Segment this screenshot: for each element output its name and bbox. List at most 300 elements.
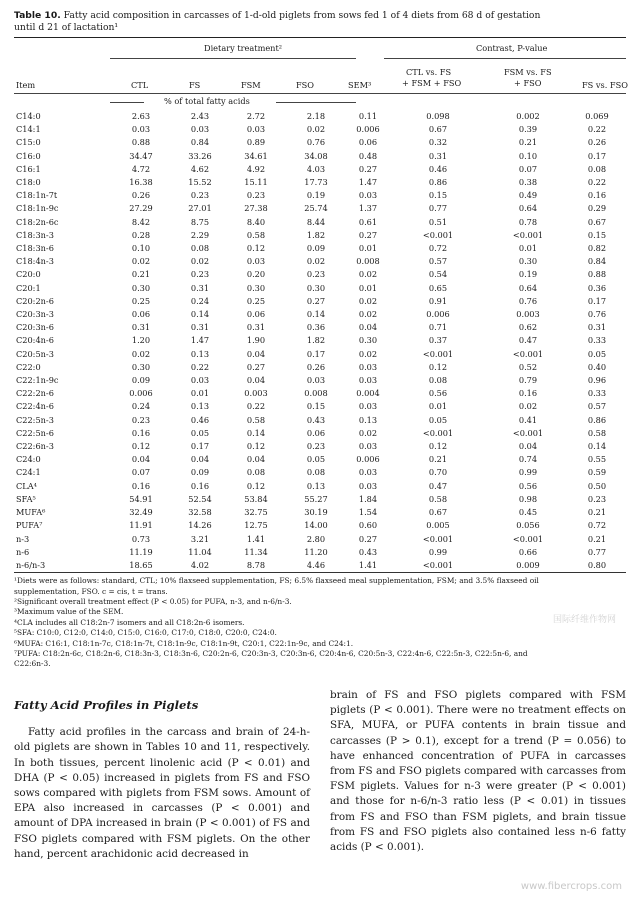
table-row (14, 282, 626, 295)
table-page (14, 10, 626, 670)
table-cell: 0.05 (428, 414, 448, 425)
row-label: n-6 (16, 546, 30, 557)
table-cell: 0.27 (306, 295, 326, 306)
fatty-acid-table (14, 110, 626, 572)
table-cell: 0.72 (587, 520, 607, 531)
table-cell: 0.65 (428, 282, 448, 293)
table-cell: 0.24 (131, 401, 151, 412)
table-cell: 0.49 (518, 190, 538, 201)
table-cell: 0.14 (190, 309, 210, 320)
table-cell: 0.43 (306, 414, 326, 425)
table-cell: 12.75 (244, 520, 268, 531)
table-cell: 0.31 (246, 322, 266, 333)
table-cell: 0.99 (518, 467, 538, 478)
table-cell: 34.47 (129, 150, 153, 161)
table-cell: 0.03 (358, 480, 378, 491)
footnote-line: ¹Diets were as follows: standard, CTL; 10% flaxseed supplementation, FS; 6.5% flaxseed meal supplementation, FSM; and 3.5% flaxseed oil (14, 576, 539, 586)
table-row (14, 202, 626, 215)
contrast-3-heading: FS vs. FSO (582, 80, 628, 90)
row-label: C22:6n-3 (16, 441, 54, 452)
table-cell: 0.82 (587, 243, 607, 254)
table-row (14, 295, 626, 308)
table-row (14, 361, 626, 374)
table-cell: 0.19 (306, 190, 326, 201)
table-cell: 0.10 (518, 150, 538, 161)
row-label: C18:1n-7t (16, 190, 58, 201)
table-cell: 0.22 (190, 361, 210, 372)
ctl-heading: CTL (131, 80, 149, 90)
table-cell: 0.03 (131, 124, 151, 135)
table-cell: 0.38 (518, 177, 538, 188)
row-label: C22:5n-3 (16, 414, 54, 425)
table-cell: 0.60 (358, 520, 378, 531)
table-cell: 0.02 (358, 348, 378, 359)
table-cell: 0.12 (246, 480, 266, 491)
row-label: C18:3n-6 (16, 243, 54, 254)
table-cell: 30.19 (304, 507, 328, 518)
table-cell: 0.23 (246, 190, 266, 201)
table-cell: 0.11 (358, 111, 378, 121)
table-cell: 11.91 (129, 520, 153, 531)
table-cell: 11.20 (304, 546, 328, 557)
table-cell: 0.14 (306, 309, 326, 320)
table-row (14, 229, 626, 242)
table-cell: 0.89 (246, 137, 266, 148)
table-cell: 0.09 (306, 243, 326, 254)
table-row (14, 533, 626, 546)
row-label: C22:2n-6 (16, 388, 54, 399)
row-label: C22:1n-9c (16, 375, 59, 386)
table-cell: 0.01 (428, 401, 448, 412)
table-row (14, 493, 626, 506)
table-cell: 0.86 (428, 177, 448, 188)
table-cell: 0.28 (131, 229, 151, 240)
table-cell: 0.02 (131, 256, 151, 267)
table-cell: 0.57 (587, 401, 607, 412)
row-label: C18:2n-6c (16, 216, 59, 227)
table-cell: 0.23 (131, 414, 151, 425)
table-row (14, 255, 626, 268)
table-cell: 0.19 (518, 269, 538, 280)
table-cell: 0.73 (131, 533, 151, 544)
table-cell: 0.12 (428, 361, 448, 372)
table-cell: 4.62 (190, 163, 210, 174)
table-cell: 0.30 (358, 335, 378, 346)
table-cell: 2.63 (131, 111, 151, 121)
row-label: C20:3n-3 (16, 309, 54, 320)
table-cell: 0.33 (587, 388, 607, 399)
table-cell: 18.65 (129, 559, 153, 570)
table-cell: 0.21 (131, 269, 151, 280)
fsm-heading: FSM (241, 80, 261, 90)
table-cell: 0.84 (190, 137, 210, 148)
table-cell: 0.71 (428, 322, 448, 333)
table-cell: 0.54 (428, 269, 448, 280)
table-cell: 0.21 (518, 137, 538, 148)
table-cell: 0.64 (518, 203, 538, 214)
table-row (14, 110, 626, 123)
table-cell: 0.84 (587, 256, 607, 267)
table-cell: 0.86 (587, 414, 607, 425)
table-cell: 0.30 (131, 361, 151, 372)
table-cell: 8.40 (246, 216, 266, 227)
table-cell: 0.78 (518, 216, 538, 227)
table-cell: 0.30 (306, 282, 326, 293)
table-cell: 0.003 (244, 388, 268, 399)
table-cell: 0.02 (306, 256, 326, 267)
table-cell: 0.12 (131, 441, 151, 452)
table-cell: <0.001 (512, 229, 544, 240)
table-cell: 0.27 (358, 163, 378, 174)
table-cell: 0.23 (190, 190, 210, 201)
table-cell: 0.62 (518, 322, 538, 333)
row-label: C22:4n-6 (16, 401, 54, 412)
table-cell: 0.06 (306, 427, 326, 438)
table-cell: 0.29 (587, 203, 607, 214)
row-label: MUFA⁶ (16, 507, 46, 518)
table-cell: 4.72 (131, 163, 151, 174)
table-cell: 32.58 (188, 507, 212, 518)
row-label: C20:3n-6 (16, 322, 54, 333)
table-cell: 0.02 (306, 124, 326, 135)
table-cell: 0.56 (428, 388, 448, 399)
table-cell: 0.22 (587, 124, 607, 135)
table-cell: 15.11 (244, 177, 268, 188)
table-cell: 1.41 (358, 559, 378, 570)
table-cell: 0.23 (190, 269, 210, 280)
table-cell: 0.59 (587, 467, 607, 478)
table-cell: 0.26 (587, 137, 607, 148)
row-label: C24:0 (16, 454, 41, 465)
table-cell: 0.07 (518, 163, 538, 174)
table-cell: 0.33 (587, 335, 607, 346)
table-cell: 32.75 (244, 507, 268, 518)
table-cell: 27.01 (188, 203, 212, 214)
table-cell: 0.12 (428, 441, 448, 452)
table-cell: 0.30 (131, 282, 151, 293)
table-cell: 0.30 (518, 256, 538, 267)
caption-text: Fatty acid composition in carcasses of 1-d-old piglets from sows fed 1 of 4 diets from 68 d of gestation (60, 10, 541, 21)
contrast-1-line1: CTL vs. FS (406, 67, 452, 77)
table-row (14, 321, 626, 334)
table-row (14, 176, 626, 189)
table-cell: 0.61 (358, 216, 378, 227)
table-cell: 2.18 (306, 111, 326, 121)
table-header (14, 38, 626, 110)
table-bottom-rule (14, 572, 626, 573)
table-cell: 0.04 (246, 454, 266, 465)
table-cell: 0.04 (246, 375, 266, 386)
table-cell: 0.43 (358, 546, 378, 557)
table-cell: 1.41 (246, 533, 266, 544)
table-cell: 0.006 (426, 309, 450, 320)
table-cell: 55.27 (304, 493, 328, 504)
table-row (14, 546, 626, 559)
table-cell: 8.75 (190, 216, 210, 227)
table-row (14, 374, 626, 387)
table-cell: 0.03 (358, 467, 378, 478)
row-label: n-6/n-3 (16, 559, 46, 570)
table-cell: 1.82 (306, 229, 326, 240)
table-cell: 0.069 (585, 111, 609, 121)
table-cell: 0.02 (131, 348, 151, 359)
table-cell: 0.46 (190, 414, 210, 425)
table-cell: 16.38 (129, 177, 153, 188)
table-cell: 0.77 (428, 203, 448, 214)
row-label: C24:1 (16, 467, 41, 478)
table-row (14, 242, 626, 255)
table-row (14, 136, 626, 149)
table-cell: 0.45 (518, 507, 538, 518)
table-cell: <0.001 (422, 229, 454, 240)
table-cell: 2.29 (190, 229, 210, 240)
table-cell: 0.01 (358, 243, 378, 254)
footnote-line: ⁷PUFA: C18:2n-6c, C18:2n-6, C18:3n-3, C18:3n-6, C20:2n-6, C20:3n-3, C20:3n-6, C20:4n-6, C20:5n-3, C22:4n-6, C22:5n-3, C22:5n-6, and (14, 648, 528, 658)
table-row (14, 400, 626, 413)
table-cell: 0.32 (428, 137, 448, 148)
table-row (14, 334, 626, 347)
footnote-line: ⁶MUFA: C16:1, C18:1n-7c, C18:1n-7t, C18:1n-9c, C18:1n-9t, C20:1, C22:1n-9c, and C24:1. (14, 638, 354, 648)
table-cell: 0.58 (246, 414, 266, 425)
table-cell: 0.003 (516, 309, 540, 320)
table-cell: 0.67 (428, 124, 448, 135)
row-label: C20:2n-6 (16, 295, 54, 306)
table-cell: 0.79 (518, 375, 538, 386)
watermark: www.fibercrops.com (520, 881, 622, 892)
watermark-cn: 国际纤维作物网 (552, 615, 616, 625)
row-label: C16:0 (16, 150, 41, 161)
table-cell: 0.36 (306, 322, 326, 333)
table-cell: 0.24 (190, 295, 210, 306)
table-cell: 0.27 (358, 533, 378, 544)
table-caption (14, 10, 626, 22)
table-cell: 0.76 (587, 309, 607, 320)
table-cell: 1.47 (190, 335, 210, 346)
unit-rule-left (110, 102, 144, 103)
table-row (14, 480, 626, 493)
table-cell: 32.49 (129, 507, 153, 518)
table-cell: 4.92 (246, 163, 266, 174)
row-label: C14:0 (16, 111, 41, 121)
table-cell: 0.67 (587, 216, 607, 227)
table-row (14, 268, 626, 281)
table-row (14, 150, 626, 163)
table-cell: 15.52 (188, 177, 212, 188)
table-row (14, 466, 626, 479)
table-row (14, 440, 626, 453)
table-cell: 0.15 (306, 401, 326, 412)
row-label: C18:4n-3 (16, 256, 54, 267)
table-row (14, 189, 626, 202)
table-cell: 0.58 (587, 427, 607, 438)
table-cell: 0.52 (518, 361, 538, 372)
table-cell: 0.01 (518, 243, 538, 254)
table-cell: 0.31 (587, 322, 607, 333)
table-cell: 0.15 (428, 190, 448, 201)
table-cell: 0.88 (131, 137, 151, 148)
table-cell: 0.16 (131, 427, 151, 438)
table-cell: 0.05 (190, 427, 210, 438)
table-cell: 27.29 (129, 203, 153, 214)
table-cell: 0.04 (131, 454, 151, 465)
table-cell: 0.23 (587, 493, 607, 504)
table-row (14, 348, 626, 361)
table-cell: 0.02 (190, 256, 210, 267)
unit-rule-right (276, 102, 356, 103)
table-row (14, 453, 626, 466)
table-cell: 0.25 (246, 295, 266, 306)
table-cell: 54.91 (129, 493, 153, 504)
table-cell: 4.03 (306, 163, 326, 174)
table-cell: 0.08 (190, 243, 210, 254)
table-cell: 0.77 (587, 546, 607, 557)
table-cell: 0.50 (587, 480, 607, 491)
table-cell: 0.99 (428, 546, 448, 557)
table-label: Table 10. (14, 10, 61, 21)
table-cell: 0.01 (358, 282, 378, 293)
table-cell: 33.26 (188, 150, 212, 161)
row-label: PUFA⁷ (16, 520, 43, 531)
table-cell: 0.74 (518, 454, 538, 465)
table-cell: 0.03 (358, 190, 378, 201)
table-cell: 0.03 (358, 401, 378, 412)
table-cell: 0.12 (246, 441, 266, 452)
table-cell: 0.03 (246, 256, 266, 267)
table-cell: 0.06 (131, 309, 151, 320)
table-cell: 0.03 (306, 375, 326, 386)
row-label: CLA⁴ (16, 480, 37, 491)
left-column (14, 688, 310, 862)
table-row (14, 163, 626, 176)
table-cell: 0.006 (356, 124, 380, 135)
table-cell: 0.03 (358, 361, 378, 372)
table-cell: 0.08 (306, 467, 326, 478)
table-cell: 0.26 (131, 190, 151, 201)
table-cell: 0.15 (587, 229, 607, 240)
table-cell: 17.73 (304, 177, 328, 188)
table-cell: 0.04 (358, 322, 378, 333)
table-cell: 0.009 (516, 559, 540, 570)
table-cell: 0.006 (356, 454, 380, 465)
table-cell: 0.96 (587, 375, 607, 386)
table-row (14, 506, 626, 519)
table-cell: 14.00 (304, 520, 328, 531)
row-label: C14:1 (16, 124, 41, 135)
table-cell: 0.005 (426, 520, 450, 531)
table-cell: 0.66 (518, 546, 538, 557)
fs-heading: FS (189, 80, 201, 90)
table-cell: 0.31 (131, 322, 151, 333)
table-cell: 0.14 (587, 441, 607, 452)
table-cell: 8.78 (246, 559, 266, 570)
table-cell: 0.70 (428, 467, 448, 478)
footnote-line: ²Significant overall treatment effect (P < 0.05) for PUFA, n-3, and n-6/n-3. (14, 596, 292, 606)
table-row (14, 519, 626, 532)
table-cell: 0.23 (306, 269, 326, 280)
row-label: C18:1n-9c (16, 203, 59, 214)
table-cell: 0.008 (356, 256, 380, 267)
row-label: C22:0 (16, 361, 41, 372)
row-label: C18:0 (16, 177, 41, 188)
table-cell: 0.39 (518, 124, 538, 135)
table-cell: 0.56 (518, 480, 538, 491)
caption-continuation: until d 21 of lactation¹ (14, 22, 119, 33)
table-cell: <0.001 (512, 427, 544, 438)
table-cell: 0.09 (131, 375, 151, 386)
table-cell: 0.02 (518, 401, 538, 412)
table-cell: 0.16 (587, 190, 607, 201)
item-heading: Item (16, 80, 36, 90)
table-cell: 1.20 (131, 335, 151, 346)
table-body (14, 110, 626, 572)
row-label: C20:0 (16, 269, 41, 280)
right-paragraph: brain of FS and FSO piglets compared with FSM piglets (P < 0.001). There were no treatment effects on SFA, MUFA, or PUFA contents in brain tissue and carcasses (P > 0.1), except for a trend (P = 0.056) to have enhanced concentration of PUFA in carcasses from FS and FSO piglets compared with carcasses from FSM piglets. Values for n-3 were greater (P < 0.001) and those for n-6/n-3 ratio less (P < 0.01) in tissues from FS and FSO than FSM piglets, and brain tissue from FS and FSO piglets also contained less n-6 fatty acids (P < 0.001). (330, 689, 626, 854)
table-cell: 0.51 (428, 216, 448, 227)
table-cell: 0.08 (246, 467, 266, 478)
table-cell: 0.16 (190, 480, 210, 491)
table-cell: 0.16 (131, 480, 151, 491)
table-row (14, 216, 626, 229)
table-footnotes (14, 576, 626, 670)
table-cell: 0.76 (306, 137, 326, 148)
table-cell: 0.27 (358, 229, 378, 240)
table-cell: 11.19 (129, 546, 153, 557)
table-cell: 1.47 (358, 177, 378, 188)
table-cell: 0.64 (518, 282, 538, 293)
left-paragraph: Fatty acid profiles in the carcass and brain of 24-h-old piglets are shown in Tables 10 and 11, respectively. In both tissues, percent linolenic acid (P < 0.01) and DHA (P < 0.05) increased in piglets from FS and FSO sows compared with piglets from FSM sows. Amount of EPA also increased in carcasses (P < 0.001) and amount of DPA increased in brain (P < 0.001) of FS and FSO piglets compared with FSM piglets. On the other hand, percent arachidonic acid decreased in (14, 726, 310, 860)
table-cell: 0.03 (358, 441, 378, 452)
table-cell: 1.90 (246, 335, 266, 346)
table-cell: 0.58 (246, 229, 266, 240)
table-cell: 0.58 (428, 493, 448, 504)
table-cell: 0.098 (426, 111, 450, 121)
row-label: SFA⁵ (16, 493, 36, 504)
table-cell: 0.40 (587, 361, 607, 372)
table-cell: 0.22 (587, 177, 607, 188)
row-label: C15:0 (16, 137, 41, 148)
row-label: C18:3n-3 (16, 229, 54, 240)
table-cell: 0.91 (428, 295, 448, 306)
table-cell: 0.13 (306, 480, 326, 491)
table-cell: 0.47 (518, 335, 538, 346)
table-cell: 0.04 (190, 454, 210, 465)
table-cell: 0.20 (246, 269, 266, 280)
table-cell: 0.04 (518, 441, 538, 452)
table-cell: 0.17 (306, 348, 326, 359)
table-cell: 0.21 (587, 533, 607, 544)
footnote-line: C22:6n-3. (14, 659, 51, 669)
table-cell: 0.22 (246, 401, 266, 412)
table-cell: 0.67 (428, 507, 448, 518)
footnote-line: ⁵SFA: C10:0, C12:0, C14:0, C15:0, C16:0, C17:0, C18:0, C20:0, C24:0. (14, 628, 277, 638)
table-cell: 34.61 (244, 150, 268, 161)
row-label: C20:5n-3 (16, 348, 54, 359)
table-cell: 2.43 (190, 111, 210, 121)
row-label: C22:5n-6 (16, 427, 54, 438)
row-label: C20:4n-6 (16, 335, 54, 346)
table-cell: 0.13 (190, 348, 210, 359)
table-cell: 0.88 (587, 269, 607, 280)
table-cell: 0.02 (358, 295, 378, 306)
table-cell: 25.74 (304, 203, 328, 214)
table-cell: 0.06 (358, 137, 378, 148)
table-cell: 0.004 (356, 388, 380, 399)
footnote-line: supplementation, FSO. c = cis, t = trans. (14, 586, 168, 596)
table-cell: 0.21 (587, 507, 607, 518)
contrast-2-line1: FSM vs. FS (504, 67, 552, 77)
footnote-line: ⁴CLA includes all C18:2n-7 isomers and all C18:2n-6 isomers. (14, 617, 245, 627)
table-cell: 0.04 (246, 348, 266, 359)
